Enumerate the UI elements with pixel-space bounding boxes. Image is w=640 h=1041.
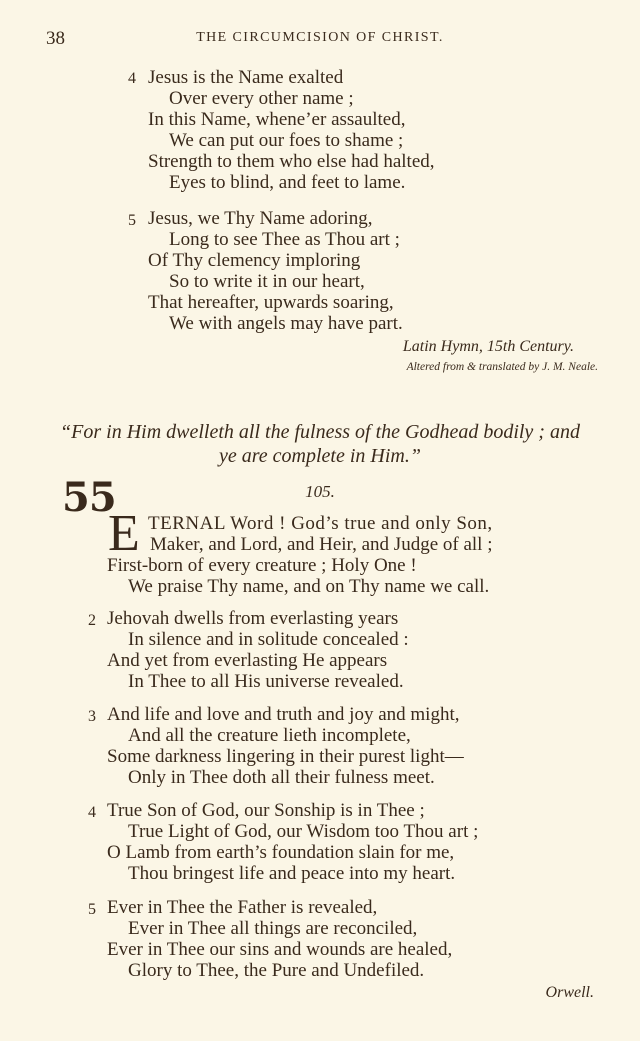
scripture-quote-line: ye are complete in Him.”	[219, 445, 421, 467]
verse-line: Eyes to blind, and feet to lame.	[169, 172, 406, 193]
verse-line: And life and love and truth and joy and might,	[107, 704, 460, 725]
verse-line: Jehovah dwells from everlasting years	[107, 608, 399, 629]
verse-line: True Son of God, our Sonship is in Thee ;	[107, 800, 425, 821]
verse-number: 4	[88, 804, 96, 821]
verse-line: That hereafter, upwards soaring,	[148, 292, 394, 313]
hymn-attribution: Latin Hymn, 15th Century.	[402, 338, 574, 355]
verse-line: Long to see Thee as Thou art ;	[169, 229, 400, 250]
verse-line: True Light of God, our Wisdom too Thou art ;	[128, 821, 479, 842]
verse-line: We with angels may have part.	[169, 313, 403, 334]
verse-line: Maker, and Lord, and Heir, and Judge of all ;	[150, 534, 493, 555]
verse-line: First-born of every creature ; Holy One !	[107, 555, 417, 576]
verse-line: Strength to them who else had halted,	[148, 151, 435, 172]
verse-line: Ever in Thee our sins and wounds are healed,	[107, 939, 453, 960]
verse-line: In silence and in solitude concealed :	[128, 629, 409, 650]
scripture-quote-line: “For in Him dwelleth all the fulness of the Godhead bodily ; and	[60, 421, 580, 443]
verse-line: Thou bringest life and peace into my heart.	[128, 863, 456, 884]
verse-line: So to write it in our heart,	[169, 271, 365, 292]
verse-line: We can put our foes to shame ;	[169, 130, 404, 151]
drop-cap: E	[108, 505, 140, 562]
verse-number: 2	[88, 612, 96, 629]
verse-line: O Lamb from earth’s foundation slain for me,	[107, 842, 455, 863]
verse-line: Glory to Thee, the Pure and Undefiled.	[128, 960, 425, 981]
verse-line: Jesus, we Thy Name adoring,	[148, 208, 373, 229]
verse-number: 4	[128, 70, 136, 87]
verse-line: Ever in Thee the Father is revealed,	[107, 897, 378, 918]
verse-line: In Thee to all His universe revealed.	[128, 671, 404, 692]
verse-line: We praise Thy name, and on Thy name we call.	[128, 576, 490, 597]
tune-attribution: Orwell.	[545, 984, 594, 1001]
verse-line: Only in Thee doth all their fulness meet.	[128, 767, 435, 788]
verse-line: Some darkness lingering in their purest light—	[107, 746, 464, 767]
verse-line: Ever in Thee all things are reconciled,	[128, 918, 418, 939]
verse-line: Over every other name ;	[169, 88, 354, 109]
verse-line: And all the creature lieth incomplete,	[128, 725, 411, 746]
verse-line: In this Name, whene’er assaulted,	[148, 109, 406, 130]
tune-number: 105.	[305, 482, 335, 501]
page-header	[0, 28, 640, 50]
verse-line: Jesus is the Name exalted	[148, 67, 344, 88]
verse-line: Of Thy clemency imploring	[148, 250, 361, 271]
hymn-number: 55	[62, 474, 116, 521]
page-number: 38	[46, 28, 65, 49]
verse-number: 5	[128, 212, 136, 229]
verse-line: And yet from everlasting He appears	[107, 650, 388, 671]
translator-attribution: Altered from & translated by J. M. Neale.	[406, 361, 598, 373]
verse-number: 3	[88, 708, 96, 725]
verse-line: TERNAL Word ! God’s true and only Son,	[148, 513, 493, 534]
verse-number: 5	[88, 901, 96, 918]
running-head: THE CIRCUMCISION OF CHRIST.	[196, 30, 444, 45]
